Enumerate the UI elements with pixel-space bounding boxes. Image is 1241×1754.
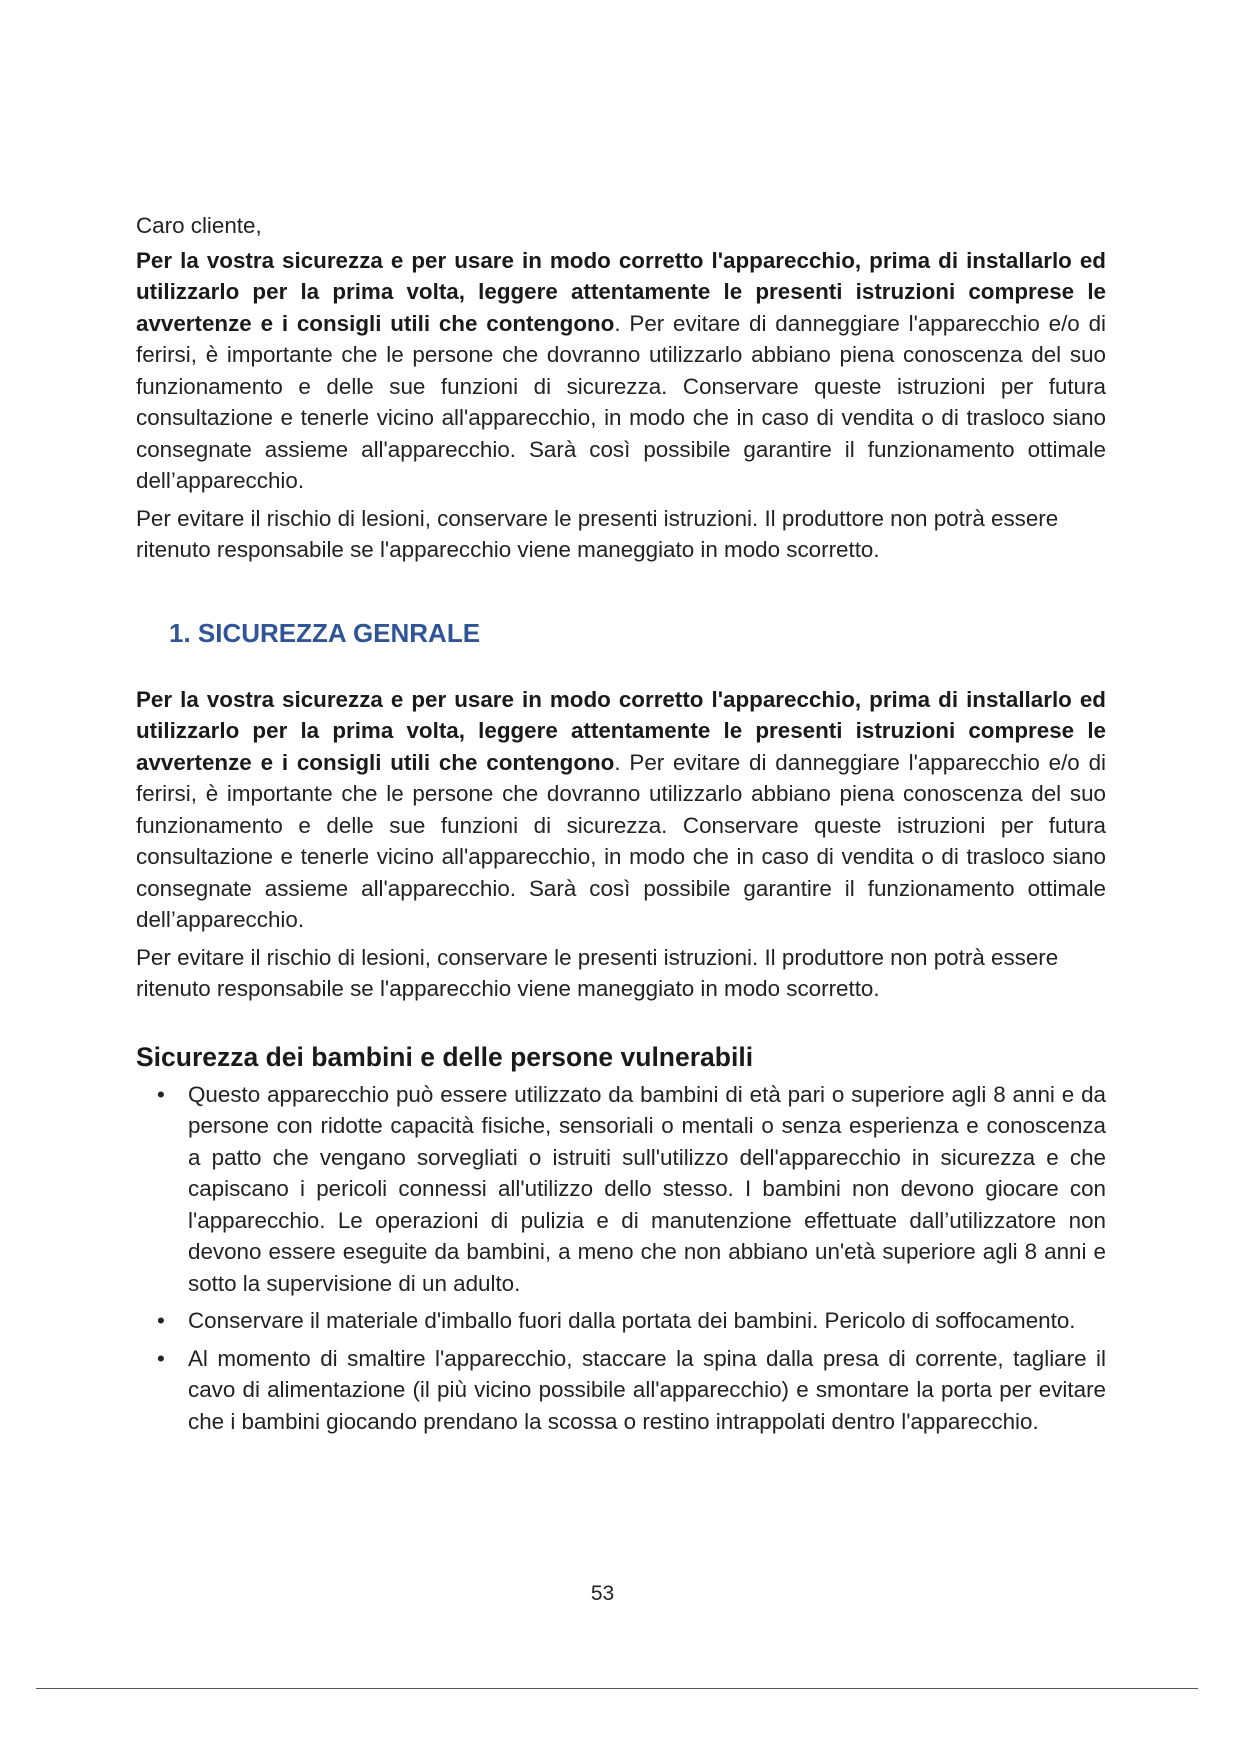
section1-paragraph-1-rest: . Per evitare di danneggiare l'apparecchio e/o di ferirsi, è importante che le persone che dovranno utilizzarlo abbiano piena conoscenza del suo funzionamento e delle sue funzioni di sicurezza. Conservare queste istruzioni per futura consultazione e tenerle vicino all'apparecchio, in modo che in caso di vendita o di trasloco siano consegnate assieme all'apparecchio. Sarà così possibile garantire il funzionamento ottimale dell’apparecchio. <box>136 749 1106 932</box>
intro-paragraph-2: Per evitare il rischio di lesioni, conservare le presenti istruzioni. Il produttore non potrà essere ritenuto responsabile se l'apparecchio viene maneggiato in modo scorretto. <box>136 505 1059 562</box>
bullet-icon: • <box>157 1081 165 1107</box>
list-item-text: Questo apparecchio può essere utilizzato da bambini di età pari o superiore agli 8 anni e da persone con ridotte capacità fisiche, sensoriali o mentali o senza esperienza e conoscenza a patto che vengano sorvegliati o istruiti sull'utilizzo dell'apparecchio in sicurezza e che capiscano i pericoli connessi all'utilizzo dello stesso. I bambini non devono giocare con l'apparecchio. Le operazioni di pulizia e di manutenzione effettuate dall’utilizzatore non devono essere eseguite da bambini, a meno che non abbiano un'età superiore agli 8 anni e sotto la supervisione di un adulto. <box>188 1081 1106 1296</box>
section1-paragraph-1-bold: Per la vostra sicurezza e per usare in modo corretto l'apparecchio, prima di installarlo ed utilizzarlo per la prima volta, leggere attentamente le presenti istruzioni comprese le avvertenze e i consigli utili che contengono <box>136 686 1106 775</box>
section-general-safety-body <box>136 684 1106 1005</box>
section1-paragraph-1 <box>136 684 1106 936</box>
list-item-text: Conservare il materiale d'imballo fuori dalla portata dei bambini. Pericolo di soffocamento. <box>188 1308 1076 1333</box>
list-item <box>136 1305 1106 1337</box>
section-title-general-safety: 1. SICUREZZA GENRALE <box>169 617 481 648</box>
page-number: 53 <box>590 1582 615 1605</box>
list-item <box>136 1343 1106 1438</box>
children-safety-list <box>136 1079 1106 1438</box>
list-item-text: Al momento di smaltire l'apparecchio, staccare la spina dalla presa di corrente, tagliare il cavo di alimentazione (il più vicino possibile all'apparecchio) e smontare la porta per evitare che i bambini giocando prendano la scossa o restino intrappolati dentro l'apparecchio. <box>188 1345 1106 1434</box>
section1-paragraph-2: Per evitare il rischio di lesioni, conservare le presenti istruzioni. Il produttore non potrà essere ritenuto responsabile se l'apparecchio viene maneggiato in modo scorretto. <box>136 944 1059 1001</box>
document-page <box>136 210 1106 1443</box>
subsection-title-children-safety: Sicurezza dei bambini e delle persone vulnerabili <box>136 1041 754 1072</box>
bullet-icon: • <box>157 1308 165 1333</box>
bullet-icon: • <box>157 1345 165 1371</box>
greeting: Caro cliente, <box>136 213 262 238</box>
intro-paragraph-1 <box>136 245 1106 497</box>
intro-paragraph-1-rest: . Per evitare di danneggiare l'apparecchio e/o di ferirsi, è importante che le persone che dovranno utilizzarlo abbiano piena conoscenza del suo funzionamento e delle sue funzioni di sicurezza. Conservare queste istruzioni per futura consultazione e tenerle vicino all'apparecchio, in modo che in caso di vendita o di trasloco siano consegnate assieme all'apparecchio. Sarà così possibile garantire il funzionamento ottimale dell’apparecchio. <box>136 310 1106 493</box>
intro-paragraph-1-bold: Per la vostra sicurezza e per usare in modo corretto l'apparecchio, prima di installarlo ed utilizzarlo per la prima volta, leggere attentamente le presenti istruzioni comprese le avvertenze e i consigli utili che contengono <box>136 247 1106 336</box>
list-item <box>136 1079 1106 1300</box>
footer-divider <box>36 1688 1198 1689</box>
